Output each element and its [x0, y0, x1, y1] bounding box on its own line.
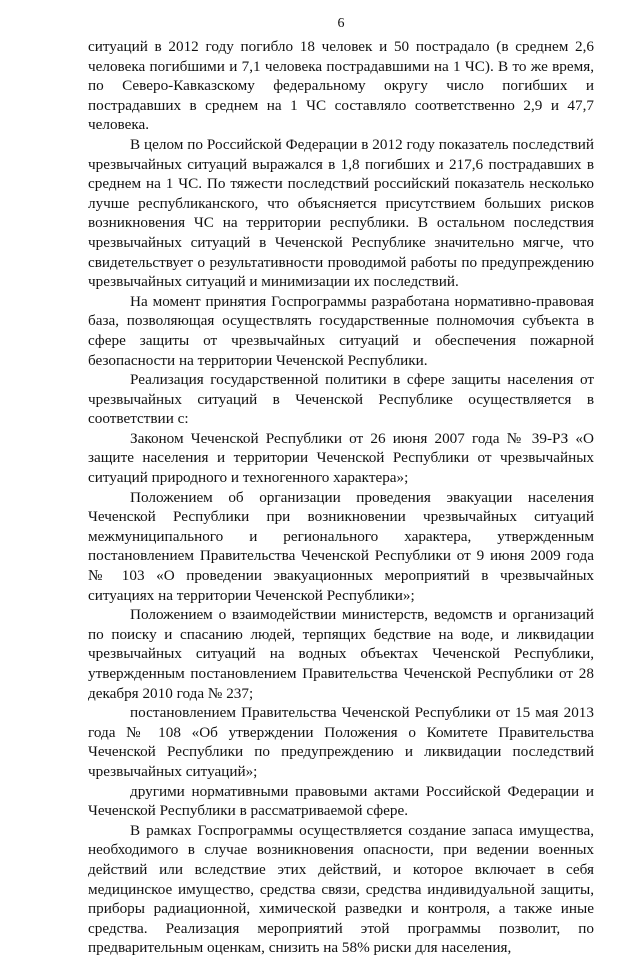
paragraph-resolution-108: постановлением Правительства Чеченской Республики от 15 мая 2013 года № 108 «Об утверждении Положения о Комитете Правительства Чеченской Республики по предупреждению и ликвидации последствий чрезвычайных ситуаций»;: [88, 704, 594, 780]
document-page: [88, 0, 594, 958]
paragraph-evacuation-regulation: Положением об организации проведения эвакуации населения Чеченской Республики при возникновении чрезвычайных ситуаций межмуниципального и регионального характера, утвержденным постановлением Правительства Чеченской Республики от 9 июня 2009 года № 103 «О проведении эвакуационных мероприятий в чрезвычайных ситуациях на территории Чеченской Республики»;: [88, 488, 594, 604]
paragraph-continuation: ситуаций в 2012 году погибло 18 человек и 50 пострадало (в среднем 2,6 человека погибшими и 7,1 человека пострадавшими на 1 ЧС). В то же время, по Северо-Кавказскому федеральному округу число погибших и пострадавших в среднем на 1 ЧС составляло соответственно 2,9 и 47,7 человека.: [88, 38, 594, 134]
paragraph-law-39rz: Законом Чеченской Республики от 26 июня 2007 года № 39-РЗ «О защите населения и территории Чеченской Республики от чрезвычайных ситуаций природного и техногенного характера»;: [88, 429, 594, 487]
paragraph-legal-base: На момент принятия Госпрограммы разработана нормативно-правовая база, позволяющая осуществлять государственные полномочия субъекта в сфере защиты от чрезвычайных ситуаций и обеспечения пожарной безопасности на территории Чеченской Республики.: [88, 292, 594, 369]
paragraph-other-acts: другими нормативными правовыми актами Российской Федерации и Чеченской Республики в рассматриваемой сфере.: [88, 782, 594, 820]
paragraph-reserve-property: В рамках Госпрограммы осуществляется создание запаса имущества, необходимого в случае возникновения опасности, при ведении военных действий или вследствие этих действий, и которое включает в себя медицинское имущество, средства связи, средства индивидуальной защиты, приборы радиационной, химической разведки и контроля, а также иные средства. Реализация мероприятий этой программы позволит, по предварительным оценкам, снизить на 58% риски для населения,: [88, 821, 594, 957]
paragraph-water-rescue-regulation: Положением о взаимодействии министерств, ведомств и организаций по поиску и спасанию людей, терпящих бедствие на воде, и ликвидации чрезвычайных ситуаций на водных объектах Чеченской Республики, утвержденным постановлением Правительства Чеченской Республики от 28 декабря 2010 года № 237;: [88, 606, 594, 702]
paragraph-rf-indicators: В целом по Российской Федерации в 2012 году показатель последствий чрезвычайных ситуаций выражался в 1,8 погибших и 217,6 пострадавших в среднем на 1 ЧС. По тяжести последствий российский показатель несколько лучше республиканского, что объясняется присутствием больших рисков возникновения ЧС на территории республики. В остальном последствия чрезвычайных ситуаций в Чеченской Республике значительно мягче, что свидетельствует о результативности проводимой работы по предупреждению чрезвычайных ситуаций и минимизации их последствий.: [88, 135, 594, 291]
page-number: 6: [337, 16, 345, 31]
paragraph-policy-implementation: Реализация государственной политики в сфере защиты населения от чрезвычайных ситуаций в Чеченской Республике осуществляется в соответствии с:: [88, 371, 594, 428]
